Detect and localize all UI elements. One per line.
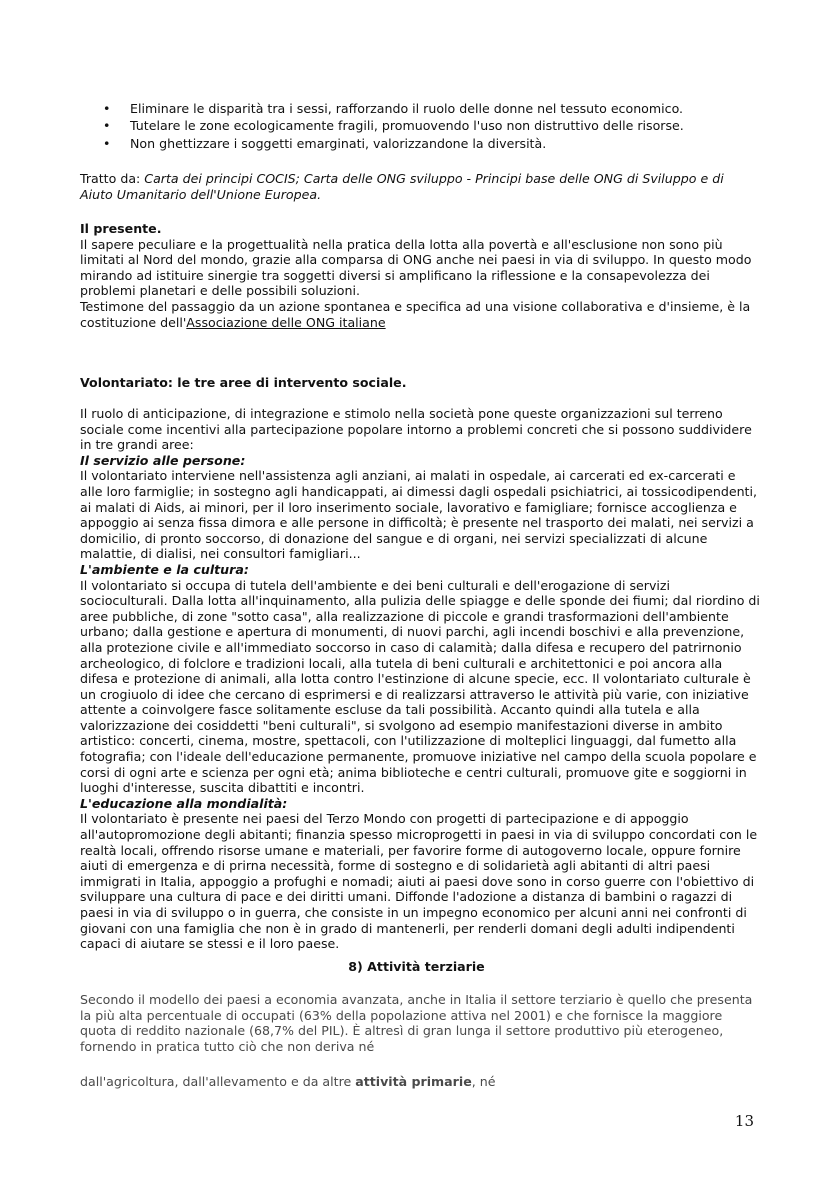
bullet-icon: •	[103, 135, 111, 151]
section-8-p2-before: dall'agricoltura, dall'allevamento e da altre	[80, 1074, 356, 1089]
area-ambiente-title: L'ambiente e la cultura:	[80, 561, 249, 577]
section-8-title: 8) Attività terziarie	[348, 959, 485, 974]
bullet-icon: •	[103, 118, 111, 134]
bullet-list	[80, 100, 760, 152]
bullet-text: Eliminare le disparità tra i sessi, rafforzando il ruolo delle donne nel tessuto economico.	[130, 101, 684, 116]
source-prefix: Tratto da:	[80, 171, 145, 186]
bullet-text: Non ghettizzare i soggetti emarginati, valorizzandone la diversità.	[130, 135, 547, 151]
list-item	[80, 117, 760, 134]
area-persone-title: Il servizio alle persone:	[80, 452, 246, 468]
presente-paragraph-2-text: Testimone del passaggio da un azione spontanea e specifica ad una visione collaborativa e d'insieme, è la costituzione dell'	[80, 298, 751, 330]
area-mondialita-title: L'educazione alla mondialità:	[80, 795, 288, 811]
section-volontariato	[80, 375, 760, 391]
volontariato-intro: Il ruolo di anticipazione, di integrazione e stimolo nella società pone queste organizzazioni sul terreno sociale come incentivi alla partecipazione popolare intorno a problemi concreti che si possono suddividere in tre grandi aree:	[80, 406, 752, 453]
section-8-paragraph-2	[80, 1074, 760, 1090]
section-presente	[80, 221, 760, 330]
area-ambiente-text: Il volontariato si occupa di tutela dell'ambiente e dei beni culturali e dell'erogazione di servizi socioculturali. Dalla lotta all'inquinamento, alla pulizia delle spiagge e delle sponde dei fiumi; dal riordino di aree pubbliche, di zone "sotto casa", alla realizzazione di piccole e grandi trasformazioni dell'ambiente urbano; dalla gestione e apertura di monumenti, di nuovi parchi, agli incendi boschivi e alla prevenzione, alla protezione civile e all'immediato soccorso in caso di calamità; dalla difesa e recupero del patrirnonio archeologico, di folclore e tradizioni locali, alla tutela di beni culturali e architettonici e poi ancora alla difesa e protezione di animali, alla lotta contro l'estinzione di alcune specie, ecc. Il volontariato culturale è un crogiuolo di idee che cercano di esprimersi e di realizzarsi attraverso le attività più varie, con iniziative attente a coinvolgere fasce solitamente escluse da tali possibilità. Accanto quindi alla tutela e alla valorizzazione dei cosiddetti "beni culturali", si svolgono ad esempio manifestazioni diverse in ambito artistico: concerti, cinema, mostre, spettacoli, con l'utilizzazione di molteplici linguaggi, dal fumetto alla fotografia; con l'ideale dell'educazione permanente, promuove iniziative nel campo della scuola popolare e corsi di ogni arte e scienza per ogni età; anima biblioteche e centri culturali, promuove gite e soggiorni in luoghi d'interesse, suscita dibattiti e incontri.	[80, 577, 760, 796]
source-text: Carta dei principi COCIS; Carta delle ONG sviluppo - Principi base delle ONG di Sviluppo e di Aiuto Umanitario dell'Unione Europea.	[80, 171, 724, 202]
volontariato-body	[80, 406, 760, 952]
presente-paragraph-1: Il sapere peculiare e la progettualità nella pratica della lotta alla povertà e all'esclusione non sono più limitati al Nord del mondo, grazie alla comparsa di ONG anche nei paesi in via di sviluppo. In questo modo mirando ad istituire sinergie tra soggetti diversi si amplificano la riflessione e la consapevolezza dei problemi planetari e delle possibili soluzioni.	[80, 236, 752, 299]
page-number: 13	[734, 1112, 754, 1130]
area-persone-text: Il volontariato interviene nell'assistenza agli anziani, ai malati in ospedale, ai carcerati ed ex-carcerati e alle loro farmiglie; in sostegno agli handicappati, ai dimessi dagli ospedali psichiatrici, ai tossicodipendenti, ai malati di Aids, ai minori, per il loro inserimento sociale, lavorativo e famigliare; fornisce accoglienza e appoggio ai senza fissa dimora e alle persone in difficoltà; è presente nel trasporto dei malati, nei servizi a domicilio, di pronto soccorso, di donazione del sangue e di organi, nei servizi specializzati di alcune malattie, di dialisi, nei consultori famigliari...	[80, 468, 757, 562]
volontariato-title: Volontariato: le tre aree di intervento sociale.	[80, 375, 407, 390]
primary-activities-term: attività primarie	[355, 1074, 472, 1089]
section-8-continuation	[80, 1074, 760, 1090]
section-8-paragraph-1: Secondo il modello dei paesi a economia avanzata, anche in Italia il settore terziario è quello che presenta la più alta percentuale di occupati (63% della popolazione attiva nel 2001) e che fornisce la maggiore quota di reddito nazionale (68,7% del PIL). È altresì di gran lunga il settore produttivo più eterogeneo, fornendo in pratica tutto ciò che non deriva né	[80, 992, 753, 1054]
source-citation	[80, 171, 760, 202]
section-8-p2-after: , né	[471, 1074, 496, 1089]
bullet-text: Tutelare le zone ecologicamente fragili, promuovendo l'uso non distruttivo delle risorse.	[130, 118, 684, 134]
bullet-icon: •	[103, 101, 111, 116]
presente-title: Il presente.	[80, 221, 162, 236]
list-item	[80, 135, 760, 152]
area-mondialita-text: Il volontariato è presente nei paesi del Terzo Mondo con progetti di partecipazione e di appoggio all'autopromozione degli abitanti; finanzia spesso microprogetti in paesi in via di sviluppo concordati con le realtà locali, offrendo risorse umane e materiali, per favorire forme di autogoverno locale, oppure fornire aiuti di emergenza e di prirna necessità, forme di sostegno e di solidarietà agli abitanti di altri paesi immigrati in Italia, appoggio a profughi e nomadi; aiuti ai paesi dove sono in corso guerre con l'obiettivo di sviluppare una cultura di pace e dei diritti umani. Diffonde l'adozione a distanza di bambini o ragazzi di paesi in via di sviluppo o in guerra, che consiste in un impegno economico per alcuni anni nei confronti di giovani con una famiglia che non è in grado di mantenerli, per renderli domani degli adulti indipendenti capaci di aiutare se stessi e il loro paese.	[80, 811, 758, 952]
presente-paragraph-2	[80, 299, 760, 330]
ong-association-link[interactable]: Associazione delle ONG italiane	[186, 314, 386, 330]
section-8-body	[80, 992, 760, 1054]
list-item	[80, 100, 760, 117]
